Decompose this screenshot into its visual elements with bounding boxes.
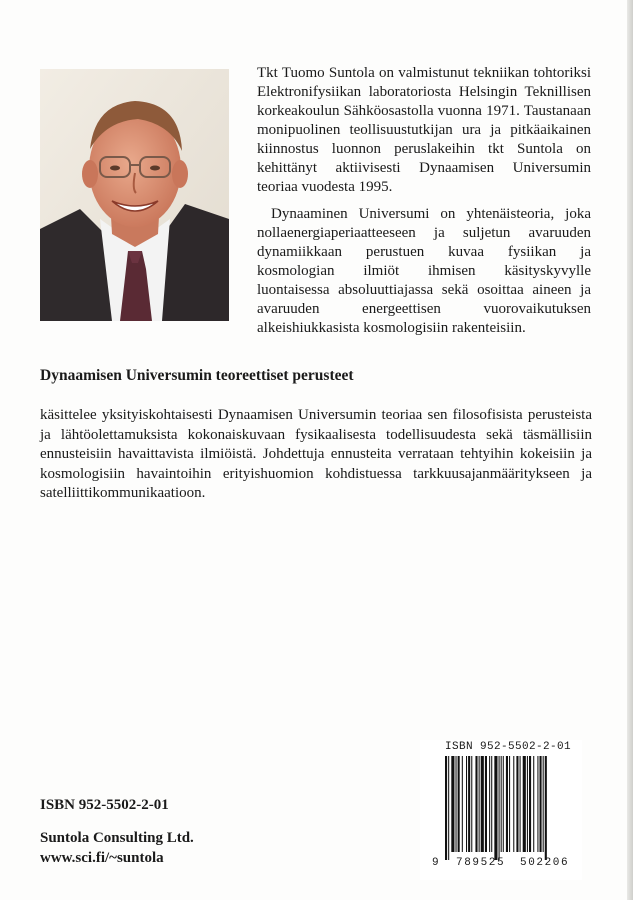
isbn-text: ISBN 952-5502-2-01 bbox=[40, 797, 169, 813]
barcode-bar bbox=[466, 756, 467, 852]
barcode-bar bbox=[527, 756, 528, 852]
page-edge bbox=[627, 0, 633, 900]
author-photo bbox=[40, 69, 229, 321]
barcode-bar bbox=[501, 756, 502, 852]
barcode-bar bbox=[485, 756, 487, 852]
bio-paragraph: Tkt Tuomo Suntola on valmistunut tekniikan tohtoriksi Elektronifysiikan laboratoriosta Helsingin Teknillisen korkeakoulun Sähköosastolla vuonna 1971. Taustanaan monipuolinen teollisuustutkijan ura ja pitkäaikainen kiinnostus luonnon peruslakeihin tkt Suntola on kehittänyt aktiivisesti Dynaamisen Universumin teoriaa vuodesta 1995. bbox=[257, 65, 591, 195]
barcode-isbn-label: ISBN 952-5502-2-01 bbox=[445, 741, 572, 753]
publisher-website: www.sci.fi/~suntola bbox=[40, 850, 164, 866]
barcode-bar bbox=[462, 756, 463, 852]
book-title: Dynaamisen Universumin teoreettiset perusteet bbox=[40, 367, 354, 384]
ean-right-digits: 502206 bbox=[520, 857, 570, 869]
barcode-bar bbox=[445, 756, 447, 860]
barcode-bar bbox=[479, 756, 480, 852]
barcode-bar bbox=[499, 756, 500, 860]
barcode-bar bbox=[451, 756, 454, 852]
barcode-bar bbox=[543, 756, 544, 852]
barcode-bar bbox=[513, 756, 514, 852]
barcode-bar bbox=[516, 756, 518, 852]
publisher-name: Suntola Consulting Ltd. bbox=[40, 830, 194, 846]
barcode-bar bbox=[533, 756, 534, 852]
barcode-bar bbox=[458, 756, 460, 852]
barcode-bar bbox=[475, 756, 477, 852]
barcode-bar bbox=[448, 756, 449, 860]
barcode-bar bbox=[481, 756, 484, 852]
author-bio bbox=[257, 64, 591, 346]
barcode-bar bbox=[529, 756, 531, 852]
barcode-bar bbox=[540, 756, 542, 852]
ean-first-digit: 9 bbox=[432, 857, 439, 869]
barcode-bar bbox=[494, 756, 497, 860]
barcode-bar bbox=[489, 756, 490, 852]
barcode bbox=[445, 756, 575, 860]
barcode-bar bbox=[506, 756, 508, 852]
barcode-bar bbox=[456, 756, 457, 852]
barcode-bar bbox=[545, 756, 547, 860]
barcode-bar bbox=[523, 756, 526, 852]
barcode-bar bbox=[491, 756, 492, 852]
ean-left-digits: 789525 bbox=[456, 857, 506, 869]
barcode-bar bbox=[468, 756, 470, 852]
book-description: käsittelee yksityiskohtaisesti Dynaamisen Universumin teoriaa sen filosofisista perusteista ja lähtöolettamuksista kokonaiskuvaan fysikaalisesta todellisuudesta sekä täsmällisiin ennusteisiin havaittavista ilmiöistä. Johdettuja ennusteita verrataan tehtyihin kokeisiin ja kosmologisiin havaintoihin erityishuomion kohdistuessa tarkkuusajanmääritykseen ja satelliittikommunikaatioon. bbox=[40, 407, 592, 501]
barcode-bar bbox=[509, 756, 510, 852]
bio-paragraph: Dynaaminen Universumi on yhtenäisteoria, joka nollaenergiaperiaatteeseen ja suljetun avaruuden dynamiikkaan perustuen kuvaa fysiikan ja kosmologian ilmiöt ihmisen käsityskyvylle luontaisessa absoluuttiajassa sekä osoittaa aineen ja avaruuden energeettisen vuorovaikutuksen alkeishiukkasista kosmologisiin rakenteisiin. bbox=[257, 206, 591, 336]
barcode-bar bbox=[503, 756, 504, 852]
barcode-bar bbox=[520, 756, 521, 852]
barcode-bar bbox=[537, 756, 538, 852]
barcode-bar bbox=[471, 756, 472, 852]
